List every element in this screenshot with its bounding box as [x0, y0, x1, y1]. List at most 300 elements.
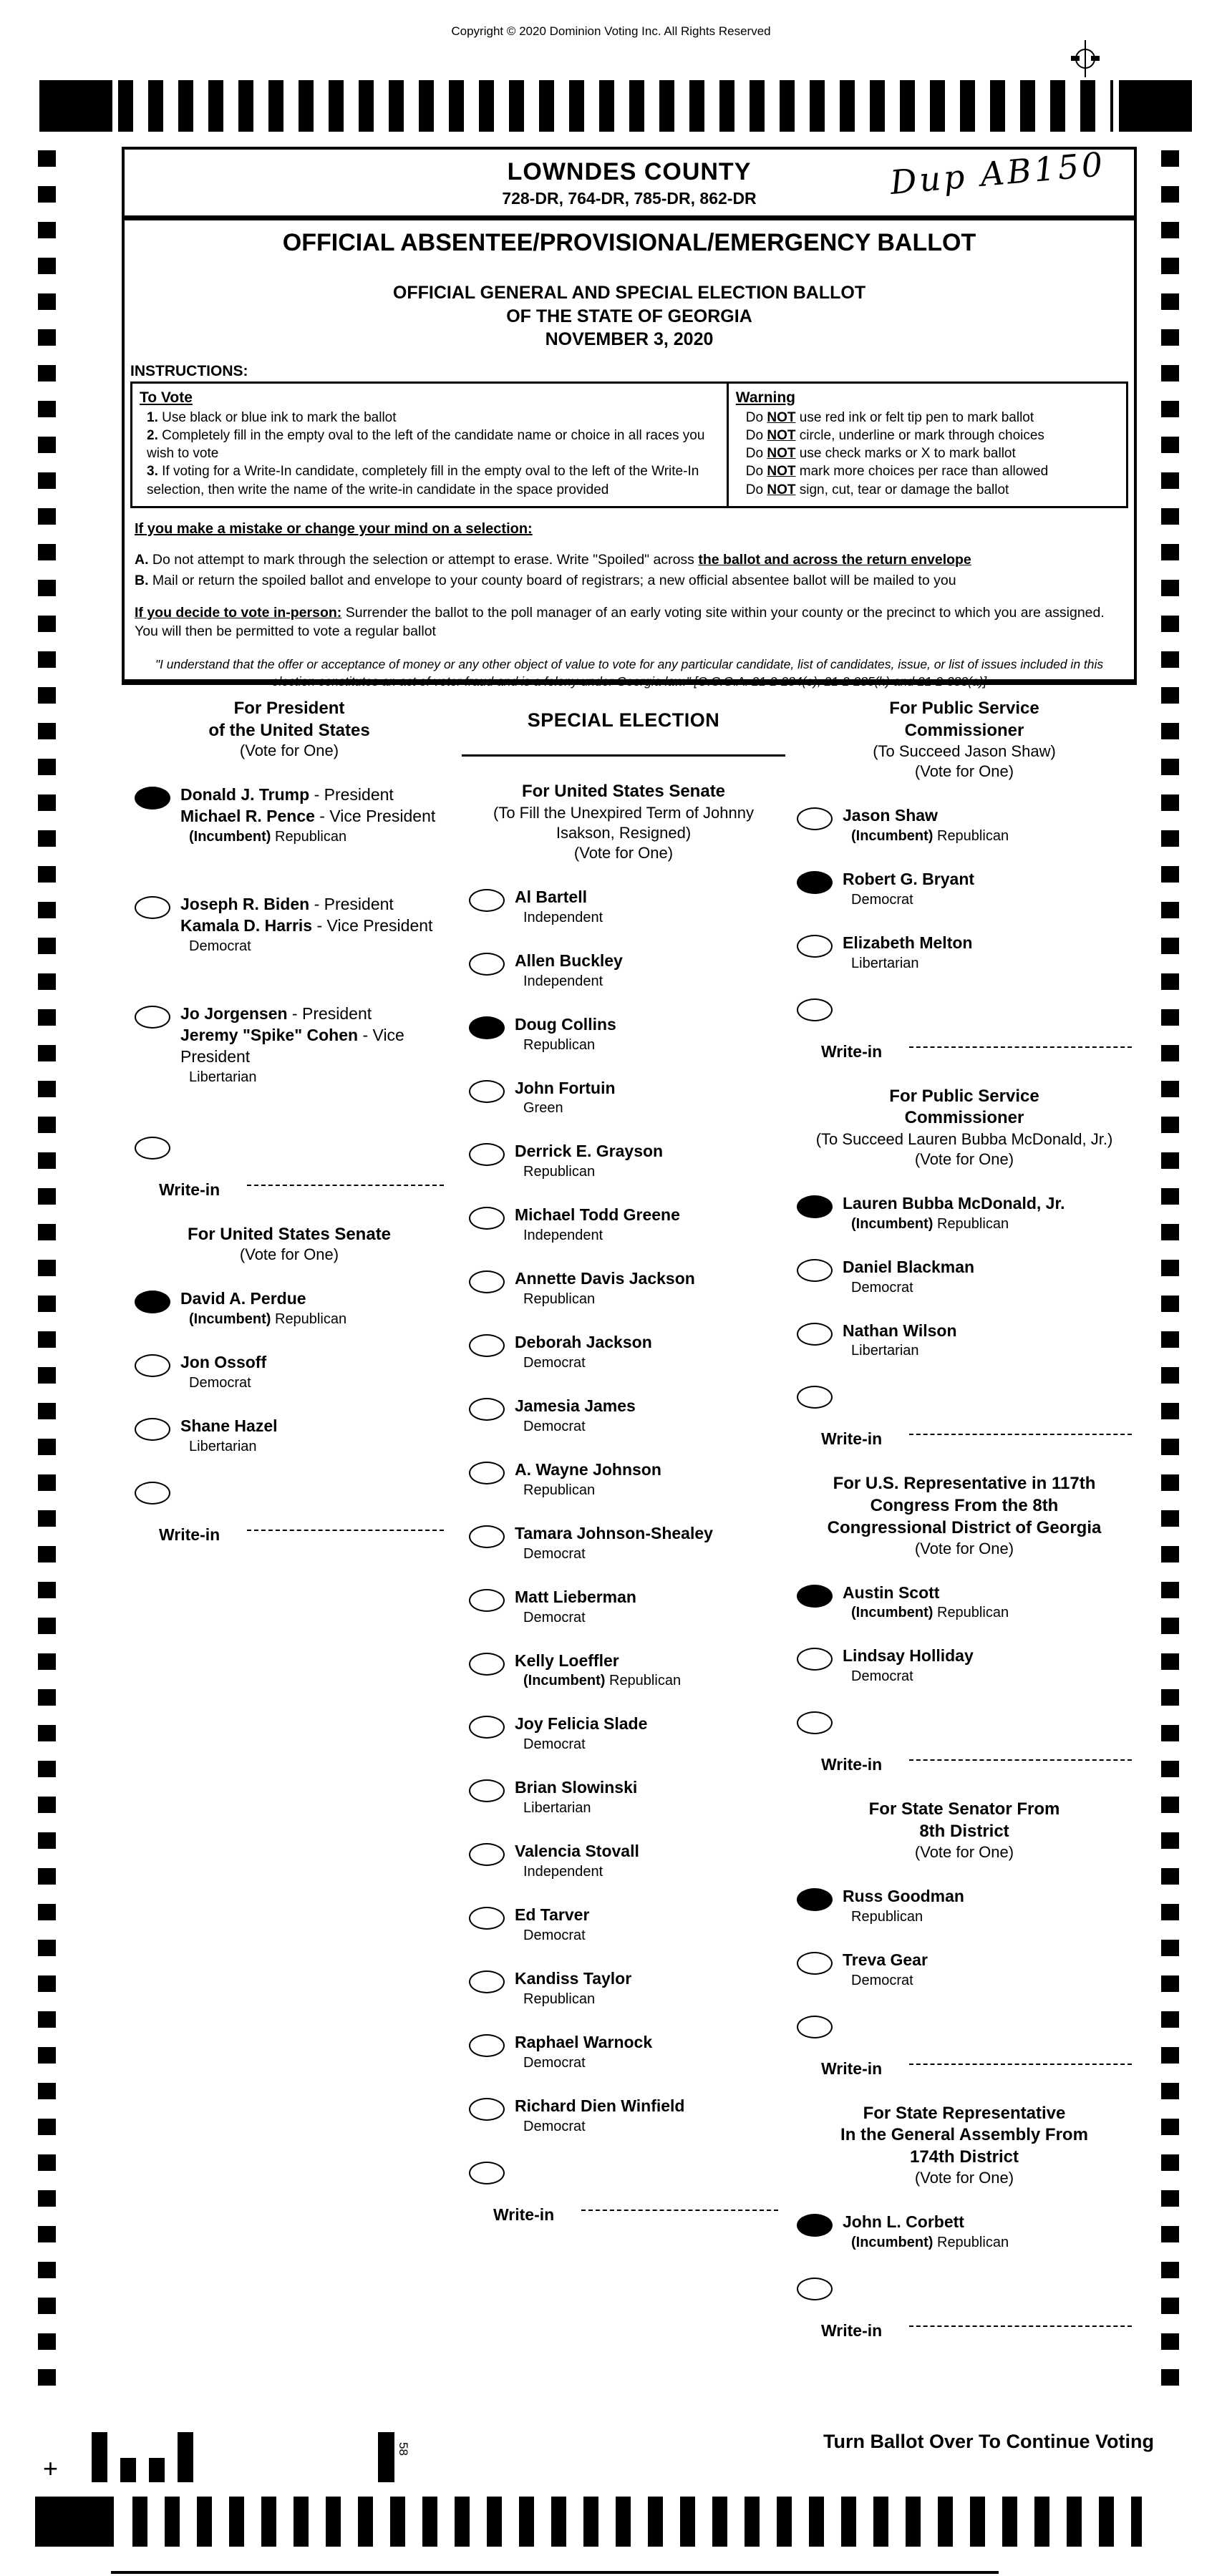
ballot-oval-filled[interactable]: [135, 787, 170, 810]
candidate-name: Annette Davis Jackson: [515, 1269, 695, 1288]
candidate-name: Derrick E. Grayson: [515, 1142, 664, 1161]
candidate-running-mate: Michael R. Pence - Vice President: [180, 807, 436, 826]
write-in-line[interactable]: [909, 1759, 1132, 1761]
write-in-label: Write-in: [821, 2059, 883, 2078]
stub-barcode: [92, 2432, 193, 2482]
candidate-option: [462, 1332, 785, 1373]
subtitle-line1: OFFICIAL GENERAL AND SPECIAL ELECTION BALLOT: [392, 283, 866, 303]
timing-marks-right: [1161, 150, 1179, 2399]
timing-block: [35, 2497, 114, 2547]
candidate-party: Libertarian: [523, 1800, 591, 1817]
candidate-party: Libertarian: [189, 1069, 257, 1085]
candidate-text: [515, 2096, 684, 2137]
race-title: For United States Senate: [521, 782, 726, 801]
candidate-text: [515, 1332, 652, 1373]
candidate-text: [843, 933, 972, 973]
write-in-row: [797, 2059, 1139, 2079]
candidate-option: [790, 1950, 1139, 1991]
candidate-party: Republican: [851, 1908, 923, 1925]
candidate-text: [843, 1193, 1065, 1234]
timing-marks-top: [39, 80, 1192, 132]
candidate-text: [515, 1141, 663, 1182]
write-in-label: Write-in: [493, 2205, 555, 2224]
candidate-text: [843, 869, 974, 910]
candidate-text: [515, 951, 623, 991]
race-state-rep-174th: [790, 2103, 1139, 2341]
candidate-text: [180, 784, 435, 847]
candidate-party: Republican: [523, 1482, 596, 1498]
candidate-party: (Incumbent) Republican: [851, 1215, 1009, 1232]
write-in-line[interactable]: [909, 2325, 1132, 2327]
write-in-row: [797, 1042, 1139, 1061]
ballot-oval-filled[interactable]: [469, 1016, 505, 1039]
candidate-name: Matt Lieberman: [515, 1587, 636, 1606]
ballot-oval[interactable]: [469, 953, 505, 976]
candidate-text: [515, 1651, 681, 1691]
race-subtitle: (To Fill the Unexpired Term of Johnny: [493, 803, 754, 822]
candidate-option: [462, 1268, 785, 1309]
ballot-oval-filled[interactable]: [135, 1291, 170, 1313]
write-in-oval[interactable]: [797, 1386, 833, 1409]
ballot-oval[interactable]: [797, 1952, 833, 1975]
write-in-oval[interactable]: [797, 998, 833, 1021]
candidate-party: Independent: [523, 1864, 603, 1880]
to-vote-item: 2. Completely fill in the empty oval to the left of the candidate name or choice in all races you wish to vote: [147, 428, 705, 462]
vote-in-person-note: If you decide to vote in-person: Surrender the ballot to the poll manager of an early voting site within your county or the precinct to which you are assigned. You will then be permitted to vote a regular ballot: [135, 605, 1105, 639]
write-in-row: [135, 1180, 451, 1200]
write-in-row: [797, 1755, 1139, 1774]
write-in-option: [790, 2275, 1139, 2341]
to-vote-item: 1. Use black or blue ink to mark the ballot: [147, 410, 397, 426]
candidate-option: [462, 1905, 785, 1945]
candidate-option: [462, 1587, 785, 1628]
candidate-option: [790, 933, 1139, 973]
candidate-name: Daniel Blackman: [843, 1257, 975, 1276]
warning-item: Do NOT use red ink or felt tip pen to mark ballot: [745, 410, 1034, 426]
warning-item: Do NOT use check marks or X to mark ballot: [745, 446, 1016, 462]
mistake-step-b: B. Mail or return the spoiled ballot and envelope to your county board of registrars; a new official absentee ballot will be mailed to you: [135, 572, 956, 588]
candidate-party: Democrat: [189, 1375, 251, 1391]
candidate-party: Democrat: [523, 1609, 586, 1625]
instructions-box: [130, 381, 1128, 508]
candidate-party: Independent: [523, 973, 603, 989]
candidate-option: [462, 1651, 785, 1691]
write-in-oval[interactable]: [797, 2278, 833, 2300]
to-vote-title: To Vote: [140, 389, 193, 406]
write-in-label: Write-in: [821, 1755, 883, 1774]
candidate-name: Robert G. Bryant: [843, 869, 975, 888]
candidate-party: Democrat: [851, 1972, 913, 1988]
candidate-name: Ed Tarver: [515, 1905, 590, 1925]
candidate-party: Democrat: [523, 1418, 586, 1434]
candidate-name: Donald J. Trump - President: [180, 785, 394, 805]
special-election-header: SPECIAL ELECTION: [527, 709, 720, 731]
write-in-label: Write-in: [821, 2320, 883, 2340]
candidate-party: (Incumbent) Republican: [523, 1673, 682, 1689]
ballot-oval[interactable]: [469, 1653, 505, 1676]
write-in-oval[interactable]: [135, 1137, 170, 1160]
candidate-option: [127, 1352, 451, 1393]
ballot-title: OFFICIAL ABSENTEE/PROVISIONAL/EMERGENCY BALLOT: [282, 229, 976, 256]
candidate-option: [462, 1523, 785, 1564]
candidate-name: Deborah Jackson: [515, 1333, 652, 1352]
candidate-text: [843, 805, 1009, 846]
candidate-text: [843, 2212, 1009, 2252]
candidate-party: Democrat: [523, 1736, 586, 1753]
candidate-running-mate: Jeremy "Spike" Cohen - Vice President: [180, 1025, 404, 1066]
race-title: For Public Service Commissioner: [889, 699, 1039, 740]
instructions-label: INSTRUCTIONS:: [130, 362, 248, 379]
candidate-option: [462, 1014, 785, 1055]
election-date: NOVEMBER 3, 2020: [545, 329, 714, 349]
candidate-text: [515, 1968, 631, 2009]
race-vote-for: (Vote for One): [914, 2168, 1014, 2187]
write-in-row: [469, 2205, 785, 2225]
candidate-option: [790, 2212, 1139, 2252]
write-in-row: [797, 2321, 1139, 2341]
candidate-option: [127, 1003, 451, 1087]
candidate-name: Lindsay Holliday: [843, 1646, 974, 1666]
write-in-row: [135, 1525, 451, 1545]
race-vote-for: (Vote for One): [914, 1842, 1014, 1861]
candidate-party: Republican: [523, 1164, 596, 1180]
write-in-line[interactable]: [909, 1046, 1132, 1048]
candidate-option: [790, 805, 1139, 846]
timing-marks-bottom: [35, 2497, 1142, 2547]
race-title: For Public Service Commissioner: [889, 1086, 1039, 1128]
write-in-line[interactable]: [909, 1434, 1132, 1435]
race-title: For State Representative In the General Assembly From 174th District: [840, 2103, 1088, 2167]
candidate-name: Nathan Wilson: [843, 1321, 957, 1340]
ballot-oval[interactable]: [469, 889, 505, 912]
ballot-oval[interactable]: [469, 1207, 505, 1230]
candidate-name: Raphael Warnock: [515, 2032, 653, 2051]
ballot-subtitle: [125, 281, 1134, 351]
candidate-name: A. Wayne Johnson: [515, 1459, 661, 1479]
turn-ballot-over-notice: Turn Ballot Over To Continue Voting: [823, 2431, 1154, 2452]
write-in-oval[interactable]: [469, 2162, 505, 2184]
ballot-column-3: [790, 691, 1139, 2362]
write-in-option: [790, 996, 1139, 1061]
race-title: For U.S. Representative in 117th Congress From the 8th Congressional District of Georgia: [827, 1474, 1102, 1537]
mistake-section: [125, 508, 1134, 691]
candidate-option: [790, 1886, 1139, 1927]
race-subtitle: Isakson, Resigned): [556, 824, 692, 842]
ballot-oval-filled[interactable]: [797, 2214, 833, 2237]
write-in-option: [790, 1709, 1139, 1774]
ballot-oval[interactable]: [469, 1080, 505, 1103]
candidate-option: [462, 887, 785, 928]
candidate-party: Democrat: [523, 2054, 586, 2071]
ballot-oval-filled[interactable]: [797, 1195, 833, 1218]
warning-cell: [729, 384, 1126, 506]
candidate-option: [462, 1078, 785, 1119]
candidate-option: [790, 869, 1139, 910]
candidate-option: [790, 1257, 1139, 1298]
race-vote-for: (Vote for One): [573, 843, 674, 862]
candidate-option: [462, 1968, 785, 2009]
candidate-text: [843, 1257, 974, 1298]
candidate-party: Democrat: [851, 1279, 913, 1296]
county-name: LOWNDES COUNTY: [507, 158, 752, 185]
candidate-option: [462, 1841, 785, 1882]
candidate-party: Democrat: [523, 1545, 586, 1562]
race-title: For State Senator From 8th District: [868, 1799, 1060, 1842]
candidate-text: [515, 1714, 647, 1754]
warning-title: Warning: [735, 389, 796, 406]
write-in-line[interactable]: [909, 2064, 1132, 2065]
candidate-text: [843, 1583, 1009, 1623]
ballot-oval[interactable]: [469, 2098, 505, 2121]
candidate-option: [462, 1459, 785, 1500]
race-title: For President of the United States: [208, 699, 370, 740]
candidate-name: Richard Dien Winfield: [515, 2096, 685, 2115]
ballot-column-2: [462, 691, 785, 2246]
candidate-name: Kelly Loeffler: [515, 1651, 619, 1670]
candidate-name: Jo Jorgensen - President: [180, 1004, 372, 1023]
candidate-name: John Fortuin: [515, 1078, 616, 1097]
candidate-option: [462, 2096, 785, 2137]
write-in-label: Write-in: [159, 1525, 220, 1545]
warning-item: Do NOT circle, underline or mark through choices: [745, 428, 1044, 444]
timing-block: [39, 80, 112, 132]
mistake-step-a: A. Do not attempt to mark through the selection or attempt to erase. Write "Spoiled" across the ballot and across the return envelope: [135, 551, 971, 568]
race-subtitle: (To Succeed Jason Shaw): [873, 742, 1056, 761]
scan-artifact: [111, 2571, 999, 2574]
to-vote-list: [140, 409, 719, 498]
candidate-text: [180, 1416, 278, 1457]
candidate-name: Shane Hazel: [180, 1416, 278, 1436]
candidate-name: Brian Slowinski: [515, 1778, 638, 1797]
ballot-oval[interactable]: [135, 1418, 170, 1441]
write-in-option: [462, 2159, 785, 2225]
warning-list: [736, 409, 1119, 498]
candidate-party: Democrat: [523, 2118, 586, 2134]
write-in-row: [797, 1429, 1139, 1449]
candidate-option: [790, 1646, 1139, 1686]
candidate-text: [843, 1321, 957, 1361]
candidate-party: Libertarian: [851, 955, 919, 971]
candidate-text: [515, 887, 603, 928]
candidate-name: Joseph R. Biden - President: [180, 895, 394, 914]
ballot-oval[interactable]: [469, 1334, 505, 1357]
ballot-oval-filled[interactable]: [797, 871, 833, 894]
ballot-oval[interactable]: [469, 1843, 505, 1866]
candidate-option: [462, 1205, 785, 1245]
handwritten-annotation: Dup AB150: [888, 144, 1107, 203]
candidate-party: Independent: [523, 1228, 603, 1244]
candidate-text: [515, 1078, 616, 1119]
ballot-oval-filled[interactable]: [797, 1585, 833, 1608]
timing-block: [1119, 80, 1192, 132]
section-divider: [462, 754, 785, 757]
candidate-party: Democrat: [851, 1668, 913, 1685]
race-psc-shaw: [790, 698, 1139, 1061]
candidate-text: [515, 1587, 636, 1628]
ballot-oval[interactable]: [469, 1779, 505, 1802]
ballot-oval[interactable]: [469, 1716, 505, 1739]
ballot-oval[interactable]: [469, 1970, 505, 1993]
timing-bars: [118, 80, 1113, 132]
candidate-party: Independent: [523, 909, 603, 925]
candidate-text: [515, 1905, 589, 1945]
ballot-oval[interactable]: [469, 1525, 505, 1548]
write-in-label: Write-in: [821, 1429, 883, 1449]
race-vote-for: (Vote for One): [914, 1539, 1014, 1557]
candidate-text: [843, 1646, 974, 1686]
write-in-label: Write-in: [159, 1180, 220, 1199]
candidate-option: [127, 1288, 451, 1329]
candidate-text: [515, 1396, 636, 1437]
race-vote-for: (Vote for One): [239, 742, 339, 760]
candidate-party: (Incumbent) Republican: [851, 1605, 1009, 1621]
candidate-name: Kandiss Taylor: [515, 1969, 632, 1988]
candidate-party: Republican: [523, 1036, 596, 1053]
ballot-oval[interactable]: [469, 1462, 505, 1484]
candidate-option: [462, 951, 785, 991]
candidate-party: Libertarian: [851, 1343, 919, 1359]
ballot-oval[interactable]: [797, 1323, 833, 1346]
write-in-option: [790, 1384, 1139, 1449]
timing-bars: [132, 2497, 1142, 2547]
ballot-oval[interactable]: [469, 2034, 505, 2057]
candidate-name: Valencia Stovall: [515, 1842, 639, 1861]
warning-item: Do NOT sign, cut, tear or damage the ballot: [745, 482, 1009, 497]
mistake-heading: If you make a mistake or change your mind on a selection:: [135, 520, 533, 537]
candidate-party: Republican: [523, 1991, 596, 2007]
candidate-text: [515, 1777, 637, 1818]
candidate-name: Allen Buckley: [515, 951, 623, 970]
ballot-oval[interactable]: [469, 1907, 505, 1930]
write-in-oval[interactable]: [797, 2016, 833, 2038]
precinct-list: 728-DR, 764-DR, 785-DR, 862-DR: [502, 189, 757, 208]
candidate-name: John L. Corbett: [843, 2212, 964, 2231]
to-vote-cell: [132, 384, 729, 506]
race-vote-for: (Vote for One): [914, 762, 1014, 781]
candidate-party: Republican: [523, 1291, 596, 1308]
candidate-option: [127, 894, 451, 956]
ballot-oval[interactable]: [797, 1259, 833, 1282]
candidate-name: Lauren Bubba McDonald, Jr.: [843, 1193, 1065, 1212]
alignment-plus-mark: +: [43, 2454, 59, 2483]
candidate-text: [180, 1288, 346, 1329]
ballot-column-1: [127, 691, 451, 1566]
write-in-label: Write-in: [821, 1041, 883, 1061]
candidate-running-mate: Kamala D. Harris - Vice President: [180, 916, 433, 935]
stub-number: 58: [397, 2442, 410, 2456]
ballot-oval[interactable]: [797, 807, 833, 830]
ballot-oval[interactable]: [797, 1648, 833, 1671]
candidate-name: Jason Shaw: [843, 806, 938, 825]
candidate-text: [515, 1014, 616, 1055]
ballot-oval[interactable]: [469, 1270, 505, 1293]
candidate-name: Elizabeth Melton: [843, 933, 973, 952]
candidate-text: [515, 1459, 661, 1500]
felony-statement: [135, 656, 1124, 690]
candidate-party: (Incumbent) Republican: [189, 1311, 347, 1328]
candidate-party: Green: [523, 1100, 563, 1117]
county-header: [125, 144, 1134, 220]
candidate-name: Al Bartell: [515, 887, 587, 906]
write-in-line[interactable]: [581, 2210, 778, 2211]
race-subtitle: (To Succeed Lauren Bubba McDonald, Jr.): [815, 1130, 1113, 1149]
candidate-text: [843, 1886, 964, 1927]
candidate-party: (Incumbent) Republican: [851, 2234, 1009, 2250]
candidate-text: [515, 1523, 713, 1564]
race-state-senator-8th: [790, 1799, 1139, 2078]
write-in-oval[interactable]: [797, 1711, 833, 1734]
ballot-oval-filled[interactable]: [797, 1888, 833, 1911]
candidate-name: Treva Gear: [843, 1950, 928, 1969]
ballot-oval[interactable]: [469, 1589, 505, 1612]
candidate-option: [790, 1583, 1139, 1623]
candidate-option: [127, 1416, 451, 1457]
race-us-senate-special: [462, 781, 785, 2225]
candidate-text: [515, 2032, 652, 2073]
write-in-option: [127, 1479, 451, 1545]
ballot-oval[interactable]: [469, 1398, 505, 1421]
subtitle-line2: OF THE STATE OF GEORGIA: [506, 306, 752, 326]
candidate-name: Doug Collins: [515, 1014, 616, 1034]
candidate-name: Jon Ossoff: [180, 1353, 267, 1372]
candidate-option: [462, 1396, 785, 1437]
candidate-text: [515, 1841, 639, 1882]
candidate-party: (Incumbent) Republican: [851, 827, 1009, 844]
candidate-option: [462, 1777, 785, 1818]
candidate-option: [462, 1141, 785, 1182]
candidate-text: [180, 1003, 451, 1087]
candidate-party: Democrat: [189, 938, 251, 954]
race-title: For United States Senate: [187, 1224, 392, 1244]
candidate-party: Democrat: [851, 891, 913, 908]
candidate-name: Tamara Johnson-Shealey: [515, 1523, 713, 1542]
candidate-option: [790, 1321, 1139, 1361]
write-in-option: [127, 1134, 451, 1200]
write-in-line[interactable]: [247, 1530, 444, 1531]
candidate-name: Jamesia James: [515, 1396, 636, 1416]
candidate-text: [180, 894, 432, 956]
to-vote-item: 3. If voting for a Write-In candidate, completely fill in the empty oval to the left of the Write-In selection, then write the name of the write-in candidate in the space provided: [147, 464, 699, 497]
candidate-name: Austin Scott: [843, 1583, 940, 1602]
write-in-oval[interactable]: [135, 1482, 170, 1505]
race-us-senate: [127, 1224, 451, 1545]
ballot-oval[interactable]: [135, 1354, 170, 1377]
felony-line1: "I understand that the offer or acceptance of money or any other object of value to vote for any particular candidate, list of candidates, issue, or list of issues included in this: [155, 656, 1104, 671]
candidate-party: (Incumbent) Republican: [189, 829, 347, 845]
candidate-party: Democrat: [523, 1355, 586, 1371]
write-in-line[interactable]: [247, 1185, 444, 1186]
ballot-oval[interactable]: [135, 1006, 170, 1029]
candidate-text: [180, 1352, 266, 1393]
ballot-oval[interactable]: [797, 935, 833, 958]
race-vote-for: (Vote for One): [239, 1245, 339, 1264]
ballot-header-box: [122, 144, 1137, 689]
candidate-name: Russ Goodman: [843, 1886, 964, 1905]
ballot-oval[interactable]: [135, 896, 170, 919]
race-president: [127, 698, 451, 1200]
candidate-option: [462, 1714, 785, 1754]
candidate-text: [515, 1205, 680, 1245]
ballot-oval[interactable]: [469, 1143, 505, 1166]
candidate-name: Michael Todd Greene: [515, 1205, 680, 1225]
candidate-option: [462, 2032, 785, 2073]
warning-item: Do NOT mark more choices per race than allowed: [745, 464, 1049, 480]
race-psc-mcdonald: [790, 1086, 1139, 1449]
copyright-line: Copyright © 2020 Dominion Voting Inc. All Rights Reserved: [451, 24, 771, 38]
race-vote-for: (Vote for One): [914, 1150, 1014, 1168]
registration-mark-icon: [1070, 40, 1101, 77]
stub-bar: [378, 2432, 394, 2482]
